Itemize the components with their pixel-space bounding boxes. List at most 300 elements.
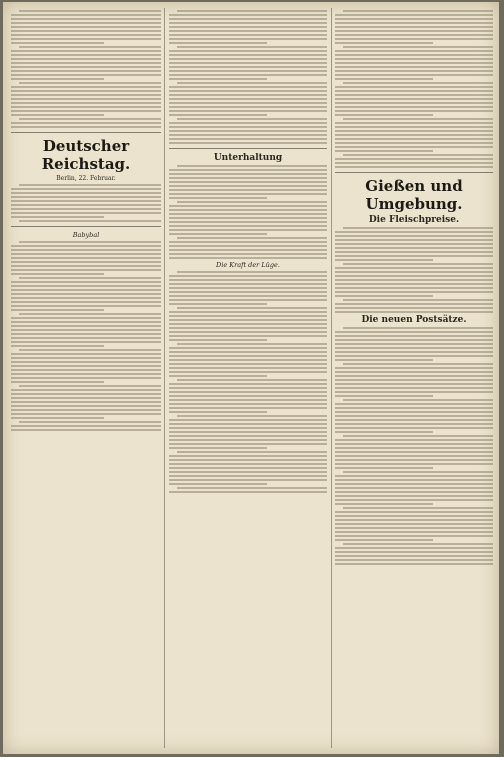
text-line [335,479,493,481]
text-line [169,299,327,301]
right-column [335,8,493,748]
text-line [11,257,161,259]
text-line [11,373,161,375]
text-line [169,86,327,88]
text-line [169,447,267,449]
text-block [169,165,327,259]
text-line [11,397,161,399]
text-line [335,126,493,128]
newspaper-page [3,2,499,754]
text-line [169,359,327,361]
text-line [169,213,327,215]
text-line [335,403,493,405]
text-line [11,405,161,407]
text-line [177,118,327,120]
text-line [169,315,327,317]
text-line [169,331,327,333]
text-line [19,82,161,84]
text-line [11,341,161,343]
text-line [11,265,161,267]
text-line [169,221,327,223]
text-line [335,559,493,561]
text-line [343,507,493,509]
text-line [335,62,493,64]
text-line [19,118,161,120]
text-line [169,367,327,369]
text-line [335,375,493,377]
text-line [11,317,161,319]
text-line [169,295,327,297]
text-line [169,443,327,445]
text-line [335,14,493,16]
text-line [11,293,161,295]
text-line [11,361,161,363]
text-line [169,491,327,493]
text-line [169,339,267,341]
text-line [11,417,104,419]
text-line [169,249,327,251]
text-line [11,122,161,124]
text-line [335,379,493,381]
text-line [335,34,493,36]
text-line [169,110,327,112]
text-line [335,355,493,357]
text-line [11,54,161,56]
text-line [169,22,327,24]
text-line [169,439,327,441]
text-line [335,283,493,285]
text-line [343,399,493,401]
text-line [11,377,161,379]
text-line [335,531,493,533]
text-line [169,483,267,485]
text-line [11,429,161,431]
text-line [335,407,493,409]
text-line [335,303,493,305]
text-line [11,204,161,206]
text-line [11,212,161,214]
text-line [11,333,161,335]
text-line [169,30,327,32]
text-line [335,439,493,441]
text-block [335,327,493,565]
text-line [11,393,161,395]
text-line [335,106,493,108]
text-line [335,138,493,140]
text-line [335,415,493,417]
text-line [169,14,327,16]
text-line [335,527,493,529]
text-line [335,335,493,337]
text-line [335,291,493,293]
text-line [11,50,161,52]
text-line [343,543,493,545]
text-line [335,162,493,164]
text-line [335,427,493,429]
text-line [335,475,493,477]
text-line [169,197,267,199]
text-line [11,389,161,391]
text-line [169,70,327,72]
text-line [335,519,493,521]
text-line [11,102,161,104]
text-line [169,241,327,243]
text-line [11,285,161,287]
text-line [11,345,104,347]
text-line [335,555,493,557]
text-line [11,188,161,190]
text-line [177,201,327,203]
text-line [11,62,161,64]
text-line [335,58,493,60]
section-rule [11,132,161,133]
text-line [169,303,267,305]
text-line [335,455,493,457]
text-line [169,395,327,397]
text-line [11,90,161,92]
text-line [335,511,493,513]
text-line [335,371,493,373]
text-line [169,363,327,365]
text-line [177,487,327,489]
text-line [11,425,161,427]
text-line [11,321,161,323]
text-line [335,287,493,289]
text-line [169,463,327,465]
text-line [169,225,327,227]
text-line [11,126,161,128]
text-line [335,307,493,309]
text-line [335,331,493,333]
text-line [169,90,327,92]
text-line [169,134,327,136]
text-line [335,267,493,269]
text-line [335,158,493,160]
text-line [169,177,327,179]
poem-title: Babybal [72,231,100,239]
text-line [19,184,161,186]
text-line [19,421,161,423]
text-line [169,50,327,52]
text-line [169,185,327,187]
text-line [169,233,267,235]
text-line [335,443,493,445]
text-line [335,26,493,28]
text-line [343,82,493,84]
text-line [335,347,493,349]
text-line [169,471,327,473]
text-line [177,415,327,417]
text-line [169,371,327,373]
text-line [169,62,327,64]
text-line [335,70,493,72]
text-line [169,253,327,255]
text-line [169,94,327,96]
text-line [335,18,493,20]
text-line [169,173,327,175]
text-line [343,46,493,48]
text-line [11,70,161,72]
text-line [11,78,104,80]
text-line [11,208,161,210]
text-line [169,26,327,28]
text-line [169,403,327,405]
text-line [335,146,493,148]
section-rule [169,148,327,149]
text-line [11,34,161,36]
text-line [335,134,493,136]
text-line [335,239,493,241]
text-line [335,539,433,541]
text-line [11,26,161,28]
text-line [11,381,104,383]
text-line [11,98,161,100]
text-line [11,245,161,247]
text-line [169,411,267,413]
text-block [335,227,493,313]
text-line [335,487,493,489]
text-line [11,409,161,411]
text-line [169,181,327,183]
text-line [335,351,493,353]
text-line [335,503,433,505]
text-line [335,483,493,485]
text-line [177,307,327,309]
text-line [335,114,433,116]
text-line [335,387,493,389]
text-line [335,98,493,100]
text-line [11,357,161,359]
text-line [19,220,161,222]
text-line [335,419,493,421]
text-line [169,419,327,421]
text-line [169,169,327,171]
text-block [11,10,161,128]
text-line [11,309,104,311]
text-line [343,363,493,365]
text-line [343,154,493,156]
text-line [335,359,433,361]
text-line [169,58,327,60]
text-line [11,365,161,367]
text-block [335,10,493,168]
text-line [19,10,161,12]
text-line [11,269,161,271]
text-line [169,467,327,469]
section-headline-unterhaltung: Unterhaltung [213,153,283,163]
text-line [335,102,493,104]
text-line [335,295,433,297]
text-line [11,200,161,202]
text-line [335,563,493,565]
text-line [335,395,433,397]
text-line [335,243,493,245]
text-line [177,379,327,381]
section-rule [11,226,161,227]
text-line [335,551,493,553]
text-line [335,66,493,68]
text-line [335,231,493,233]
text-line [11,337,161,339]
text-line [335,94,493,96]
text-line [335,547,493,549]
text-line [169,102,327,104]
text-line [335,22,493,24]
text-line [343,435,493,437]
text-line [11,86,161,88]
text-line [335,235,493,237]
text-line [177,451,327,453]
section-headline-reichstag: Deutscher Reichstag. [41,137,131,173]
text-line [11,22,161,24]
text-line [335,423,493,425]
text-line [169,106,327,108]
text-line [335,459,493,461]
section-dateline: Berlin, 22. Februar. [56,175,116,182]
text-line [169,455,327,457]
text-line [169,114,267,116]
text-line [169,54,327,56]
text-line [169,475,327,477]
text-line [169,375,267,377]
text-line [335,30,493,32]
text-line [169,335,327,337]
text-line [335,535,493,537]
text-line [343,118,493,120]
text-line [169,78,267,80]
text-line [335,279,493,281]
text-line [177,237,327,239]
text-line [335,447,493,449]
text-line [335,275,493,277]
text-line [11,42,104,44]
text-line [11,305,161,307]
text-line [19,349,161,351]
section-subhead-postsaetze: Die neuen Postsätze. [361,315,467,325]
text-line [169,130,327,132]
text-line [169,291,327,293]
text-line [343,471,493,473]
text-line [335,110,493,112]
text-line [11,66,161,68]
text-line [11,94,161,96]
text-line [11,329,161,331]
text-line [335,251,493,253]
text-line [169,38,327,40]
text-line [169,279,327,281]
text-line [169,323,327,325]
text-line [169,479,327,481]
text-line [335,495,493,497]
text-line [11,325,161,327]
text-line [335,411,493,413]
text-line [169,391,327,393]
text-line [335,150,433,152]
text-line [335,391,493,393]
text-line [177,271,327,273]
poem-title: Die Kraft der Lüge. [216,261,280,269]
text-line [169,245,327,247]
text-line [19,277,161,279]
text-line [169,34,327,36]
text-line [169,311,327,313]
text-line [19,313,161,315]
text-line [11,30,161,32]
text-line [11,114,104,116]
text-line [335,74,493,76]
text-line [169,257,327,259]
text-line [169,98,327,100]
text-line [169,138,327,140]
text-line [343,327,493,329]
text-line [169,347,327,349]
text-line [11,289,161,291]
text-line [169,217,327,219]
text-line [169,126,327,128]
text-line [19,385,161,387]
text-line [177,82,327,84]
text-line [169,427,327,429]
text-line [335,271,493,273]
text-line [169,66,327,68]
text-line [335,339,493,341]
text-line [11,297,161,299]
text-line [169,122,327,124]
text-line [335,42,433,44]
text-block [169,10,327,144]
text-line [335,166,493,168]
text-line [169,287,327,289]
text-line [335,142,493,144]
text-line [169,431,327,433]
text-line [335,499,493,501]
text-line [11,261,161,263]
text-line [335,255,493,257]
text-line [11,413,161,415]
text-line [11,353,161,355]
text-line [169,209,327,211]
column-divider [331,8,332,748]
text-line [11,110,161,112]
text-line [11,369,161,371]
text-block [169,271,327,493]
text-line [177,343,327,345]
text-line [169,407,327,409]
text-line [335,86,493,88]
text-line [335,90,493,92]
text-line [335,54,493,56]
text-line [343,299,493,301]
text-line [11,216,104,218]
text-line [169,229,327,231]
text-line [11,253,161,255]
left-column [11,8,161,748]
text-line [11,281,161,283]
text-line [335,367,493,369]
text-line [343,263,493,265]
text-line [169,435,327,437]
text-line [177,10,327,12]
text-line [335,50,493,52]
text-line [335,122,493,124]
text-line [169,387,327,389]
text-line [335,130,493,132]
text-line [11,74,161,76]
text-line [335,451,493,453]
text-line [19,46,161,48]
text-line [335,259,433,261]
text-line [335,431,433,433]
